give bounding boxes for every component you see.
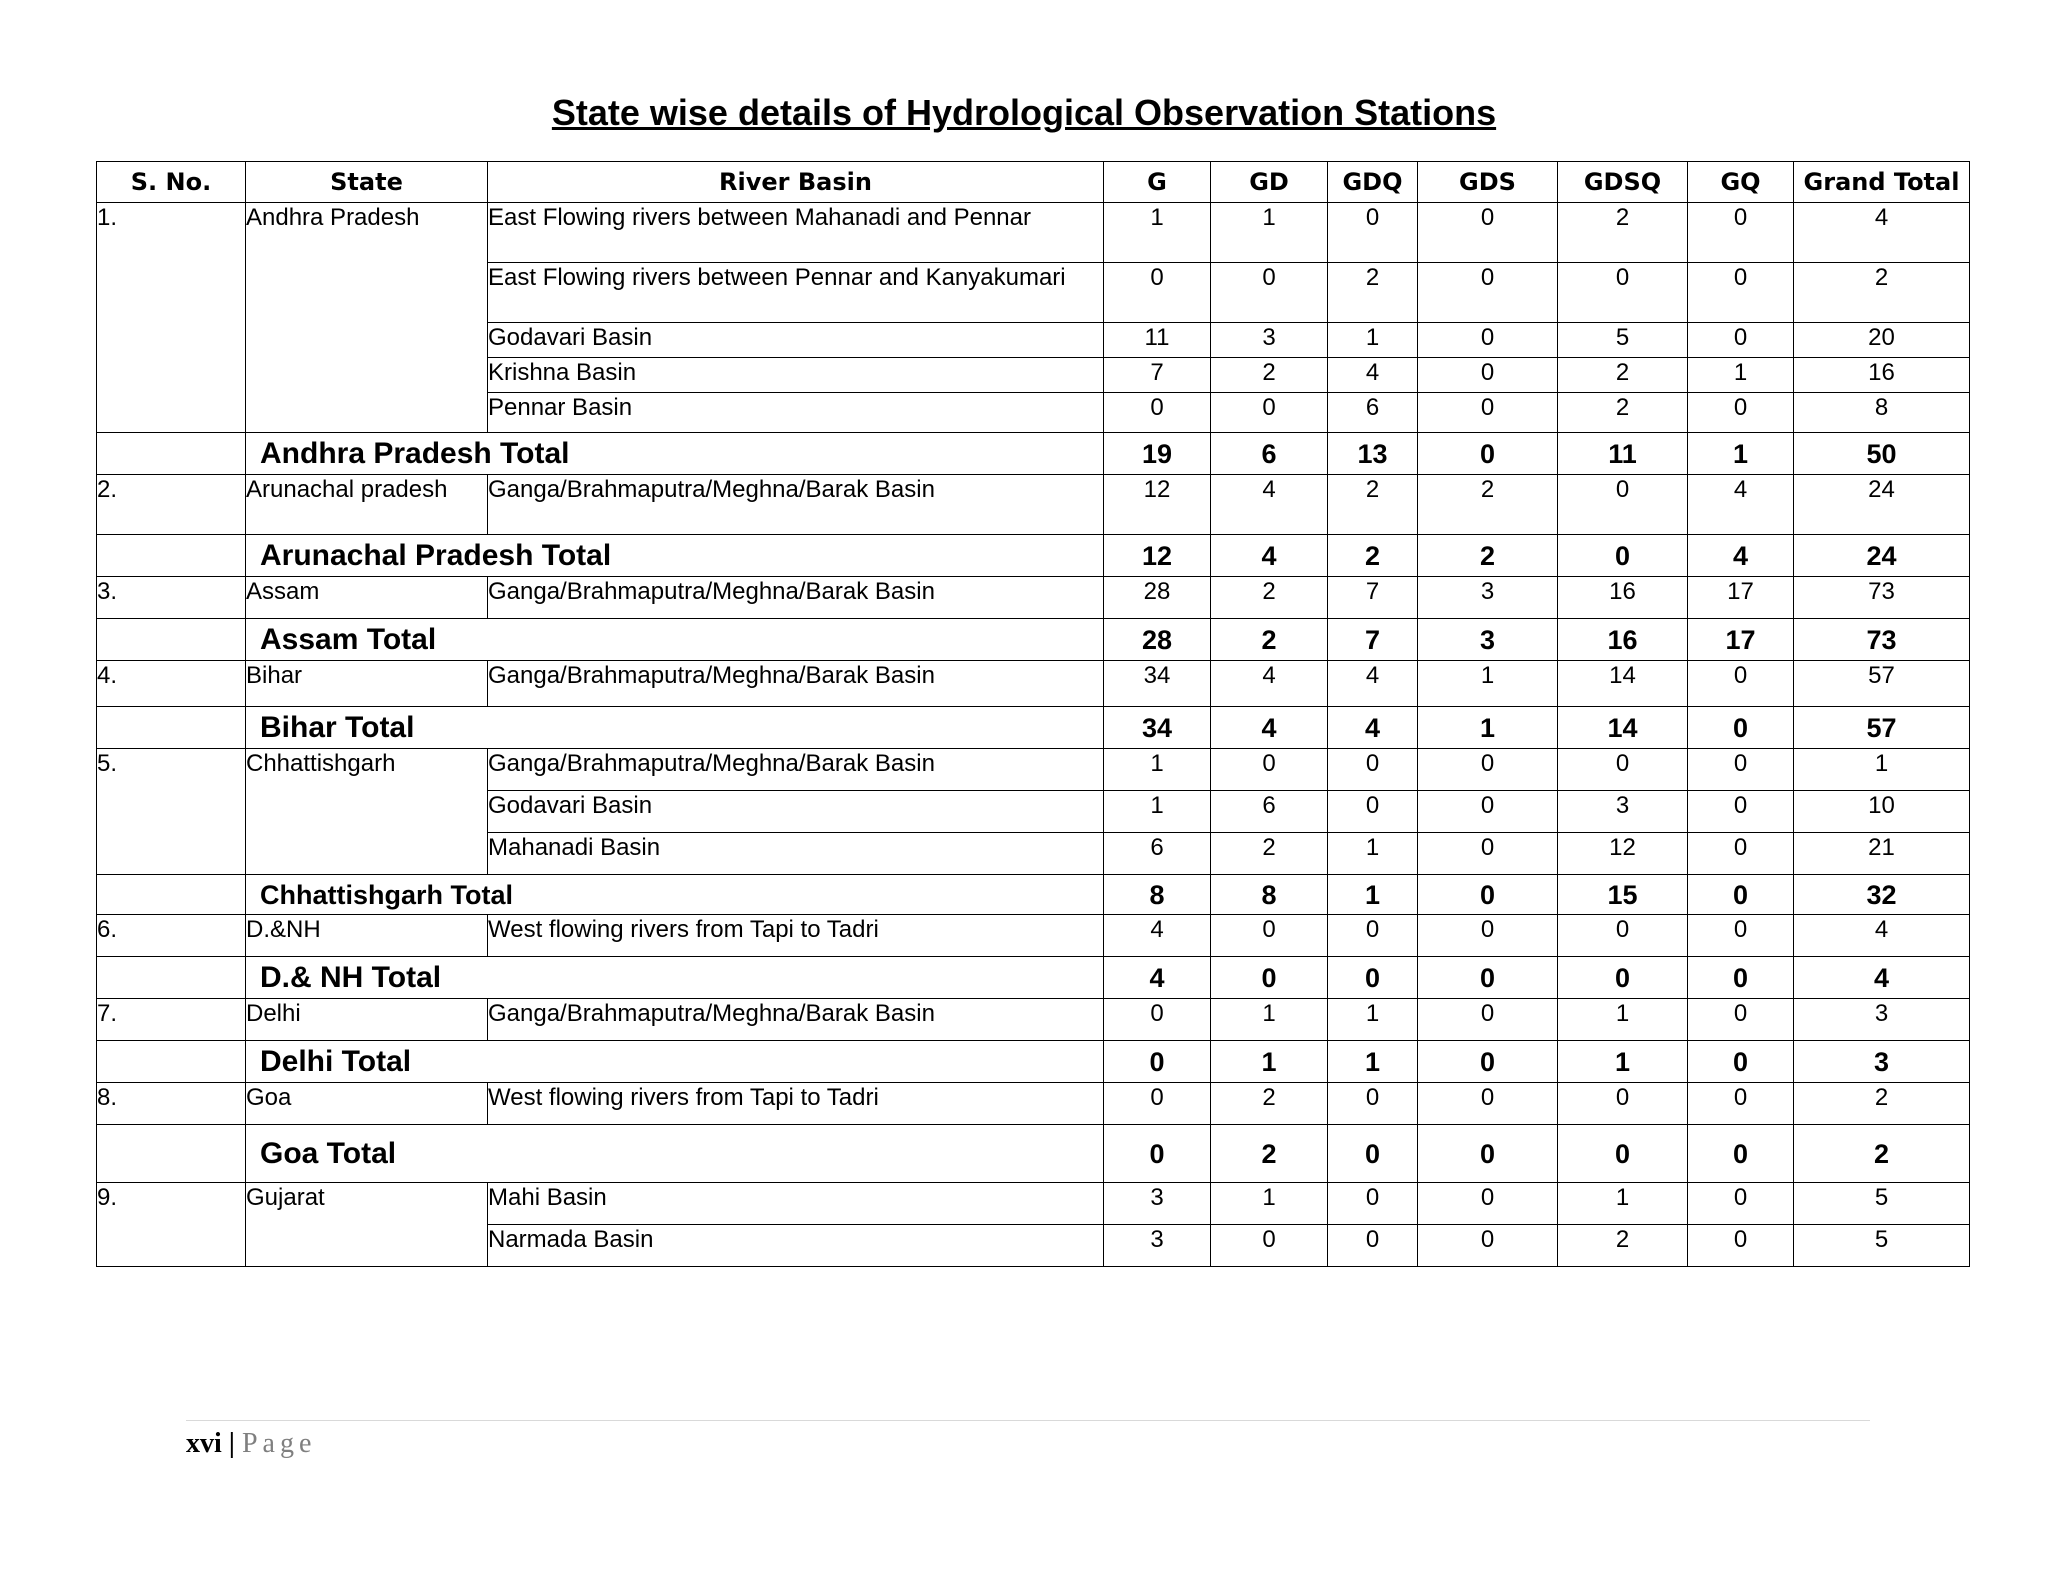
value-cell: 0 [1328, 791, 1418, 833]
value-cell: 16 [1794, 358, 1970, 393]
value-cell: 0 [1418, 749, 1558, 791]
table-row [97, 203, 1970, 263]
value-cell: 0 [1418, 999, 1558, 1041]
total-value-cell: 0 [1328, 1125, 1418, 1183]
page-number: xvi [186, 1428, 222, 1459]
value-cell: 17 [1688, 577, 1794, 619]
value-cell: 0 [1558, 263, 1688, 323]
serial-number-cell: 6. [97, 915, 246, 957]
value-cell: 16 [1558, 577, 1688, 619]
total-value-cell: 0 [1688, 707, 1794, 749]
column-header: GD [1211, 162, 1328, 203]
total-value-cell: 0 [1688, 957, 1794, 999]
value-cell: 21 [1794, 833, 1970, 875]
value-cell: 1 [1104, 791, 1211, 833]
value-cell: 7 [1104, 358, 1211, 393]
total-value-cell: 2 [1794, 1125, 1970, 1183]
column-header: GDS [1418, 162, 1558, 203]
total-value-cell: 2 [1211, 1125, 1328, 1183]
value-cell: 0 [1418, 791, 1558, 833]
value-cell: 1 [1558, 1183, 1688, 1225]
value-cell: 0 [1418, 358, 1558, 393]
value-cell: 0 [1104, 999, 1211, 1041]
total-value-cell: 1 [1418, 707, 1558, 749]
total-value-cell: 0 [1328, 957, 1418, 999]
state-total-row [97, 707, 1970, 749]
serial-number-cell: 3. [97, 577, 246, 619]
value-cell: 1 [1558, 999, 1688, 1041]
page-label: Page [241, 1428, 317, 1459]
state-total-label: Arunachal Pradesh Total [246, 535, 1104, 577]
river-basin-cell: Krishna Basin [488, 358, 1104, 393]
table-row [97, 915, 1970, 957]
total-value-cell: 1 [1328, 1041, 1418, 1083]
total-value-cell: 0 [1418, 1041, 1558, 1083]
page-footer [186, 1428, 316, 1460]
value-cell: 0 [1688, 915, 1794, 957]
value-cell: 3 [1104, 1183, 1211, 1225]
value-cell: 0 [1688, 1225, 1794, 1267]
total-value-cell: 4 [1104, 957, 1211, 999]
river-basin-cell: East Flowing rivers between Mahanadi and Pennar [488, 203, 1104, 263]
value-cell: 3 [1418, 577, 1558, 619]
value-cell: 7 [1328, 577, 1418, 619]
river-basin-cell: Ganga/Brahmaputra/Meghna/Barak Basin [488, 999, 1104, 1041]
value-cell: 0 [1558, 1083, 1688, 1125]
value-cell: 0 [1418, 1225, 1558, 1267]
total-value-cell: 0 [1418, 1125, 1558, 1183]
value-cell: 0 [1688, 833, 1794, 875]
river-basin-cell: Ganga/Brahmaputra/Meghna/Barak Basin [488, 475, 1104, 535]
column-header: GQ [1688, 162, 1794, 203]
page-title: State wise details of Hydrological Observation Stations [551, 92, 1497, 133]
value-cell: 0 [1211, 749, 1328, 791]
total-value-cell: 0 [1418, 957, 1558, 999]
total-value-cell: 0 [1418, 433, 1558, 475]
state-cell: Chhattishgarh [246, 749, 488, 875]
footer-divider [186, 1420, 1870, 1421]
serial-number-cell: 8. [97, 1083, 246, 1125]
value-cell: 1 [1688, 358, 1794, 393]
value-cell: 2 [1794, 263, 1970, 323]
total-value-cell: 1 [1688, 433, 1794, 475]
state-cell: Arunachal pradesh [246, 475, 488, 535]
value-cell: 0 [1418, 203, 1558, 263]
state-total-row [97, 1041, 1970, 1083]
value-cell: 0 [1211, 1225, 1328, 1267]
serial-number-cell: 7. [97, 999, 246, 1041]
total-value-cell: 2 [1328, 535, 1418, 577]
value-cell: 0 [1688, 1083, 1794, 1125]
value-cell: 11 [1104, 323, 1211, 358]
total-value-cell: 4 [1688, 535, 1794, 577]
value-cell: 0 [1688, 263, 1794, 323]
value-cell: 2 [1328, 475, 1418, 535]
total-value-cell: 57 [1794, 707, 1970, 749]
value-cell: 0 [1418, 1183, 1558, 1225]
table-header-row [97, 162, 1970, 203]
total-value-cell: 73 [1794, 619, 1970, 661]
column-header: River Basin [488, 162, 1104, 203]
serial-number-cell: 4. [97, 661, 246, 707]
total-value-cell: 0 [1558, 1125, 1688, 1183]
total-empty-cell [97, 707, 246, 749]
value-cell: 0 [1328, 1083, 1418, 1125]
value-cell: 1 [1328, 323, 1418, 358]
value-cell: 0 [1558, 915, 1688, 957]
value-cell: 1 [1418, 661, 1558, 707]
value-cell: 4 [1688, 475, 1794, 535]
value-cell: 0 [1328, 915, 1418, 957]
state-cell: Gujarat [246, 1183, 488, 1267]
state-cell: Bihar [246, 661, 488, 707]
value-cell: 0 [1558, 475, 1688, 535]
river-basin-cell: West flowing rivers from Tapi to Tadri [488, 1083, 1104, 1125]
table-row [97, 749, 1970, 791]
value-cell: 20 [1794, 323, 1970, 358]
total-value-cell: 0 [1558, 535, 1688, 577]
state-total-label: Goa Total [246, 1125, 1104, 1183]
value-cell: 2 [1794, 1083, 1970, 1125]
serial-number-cell: 2. [97, 475, 246, 535]
value-cell: 0 [1688, 1183, 1794, 1225]
table-row [97, 475, 1970, 535]
value-cell: 6 [1104, 833, 1211, 875]
total-value-cell: 13 [1328, 433, 1418, 475]
river-basin-cell: Ganga/Brahmaputra/Meghna/Barak Basin [488, 749, 1104, 791]
total-value-cell: 4 [1328, 707, 1418, 749]
total-value-cell: 0 [1688, 1041, 1794, 1083]
value-cell: 2 [1418, 475, 1558, 535]
total-value-cell: 11 [1558, 433, 1688, 475]
total-value-cell: 16 [1558, 619, 1688, 661]
value-cell: 0 [1328, 749, 1418, 791]
total-value-cell: 3 [1794, 1041, 1970, 1083]
total-value-cell: 50 [1794, 433, 1970, 475]
table-row [97, 999, 1970, 1041]
river-basin-cell: Ganga/Brahmaputra/Meghna/Barak Basin [488, 661, 1104, 707]
column-header: GDSQ [1558, 162, 1688, 203]
state-total-row [97, 957, 1970, 999]
value-cell: 0 [1328, 1225, 1418, 1267]
state-total-row [97, 875, 1970, 915]
serial-number-cell: 5. [97, 749, 246, 875]
value-cell: 2 [1558, 1225, 1688, 1267]
value-cell: 2 [1558, 203, 1688, 263]
value-cell: 2 [1211, 577, 1328, 619]
value-cell: 4 [1211, 661, 1328, 707]
value-cell: 1 [1328, 833, 1418, 875]
value-cell: 1 [1328, 999, 1418, 1041]
total-value-cell: 1 [1211, 1041, 1328, 1083]
state-cell: Assam [246, 577, 488, 619]
state-total-label: D.& NH Total [246, 957, 1104, 999]
column-header: GDQ [1328, 162, 1418, 203]
value-cell: 1 [1211, 999, 1328, 1041]
state-total-row [97, 619, 1970, 661]
column-header: G [1104, 162, 1211, 203]
table-row [97, 661, 1970, 707]
value-cell: 57 [1794, 661, 1970, 707]
table-row [97, 1183, 1970, 1225]
total-value-cell: 2 [1418, 535, 1558, 577]
value-cell: 0 [1418, 393, 1558, 433]
value-cell: 6 [1211, 791, 1328, 833]
total-empty-cell [97, 535, 246, 577]
value-cell: 5 [1558, 323, 1688, 358]
river-basin-cell: Godavari Basin [488, 791, 1104, 833]
value-cell: 28 [1104, 577, 1211, 619]
value-cell: 4 [1211, 475, 1328, 535]
value-cell: 4 [1328, 661, 1418, 707]
value-cell: 0 [1418, 833, 1558, 875]
state-total-label: Chhattishgarh Total [246, 875, 1104, 915]
value-cell: 0 [1211, 263, 1328, 323]
total-value-cell: 4 [1211, 707, 1328, 749]
total-empty-cell [97, 1125, 246, 1183]
state-total-label: Delhi Total [246, 1041, 1104, 1083]
state-total-label: Andhra Pradesh Total [246, 433, 1104, 475]
total-value-cell: 34 [1104, 707, 1211, 749]
value-cell: 2 [1328, 263, 1418, 323]
column-header: S. No. [97, 162, 246, 203]
value-cell: 0 [1104, 393, 1211, 433]
river-basin-cell: Mahi Basin [488, 1183, 1104, 1225]
value-cell: 0 [1418, 915, 1558, 957]
total-value-cell: 1 [1558, 1041, 1688, 1083]
value-cell: 0 [1104, 1083, 1211, 1125]
state-cell: Goa [246, 1083, 488, 1125]
serial-number-cell: 1. [97, 203, 246, 433]
column-header: Grand Total [1794, 162, 1970, 203]
state-total-row [97, 1125, 1970, 1183]
value-cell: 1 [1794, 749, 1970, 791]
total-value-cell: 8 [1104, 875, 1211, 915]
river-basin-cell: Narmada Basin [488, 1225, 1104, 1267]
total-value-cell: 6 [1211, 433, 1328, 475]
table-body [97, 203, 1970, 1267]
serial-number-cell: 9. [97, 1183, 246, 1267]
total-empty-cell [97, 957, 246, 999]
value-cell: 34 [1104, 661, 1211, 707]
value-cell: 0 [1688, 999, 1794, 1041]
value-cell: 2 [1558, 358, 1688, 393]
river-basin-cell: Ganga/Brahmaputra/Meghna/Barak Basin [488, 577, 1104, 619]
total-value-cell: 15 [1558, 875, 1688, 915]
value-cell: 4 [1794, 203, 1970, 263]
state-total-row [97, 433, 1970, 475]
value-cell: 73 [1794, 577, 1970, 619]
state-total-row [97, 535, 1970, 577]
value-cell: 0 [1328, 203, 1418, 263]
total-value-cell: 28 [1104, 619, 1211, 661]
river-basin-cell: Pennar Basin [488, 393, 1104, 433]
total-value-cell: 24 [1794, 535, 1970, 577]
total-value-cell: 0 [1688, 1125, 1794, 1183]
total-value-cell: 2 [1211, 619, 1328, 661]
total-value-cell: 0 [1418, 875, 1558, 915]
total-value-cell: 17 [1688, 619, 1794, 661]
total-value-cell: 4 [1794, 957, 1970, 999]
value-cell: 0 [1104, 263, 1211, 323]
value-cell: 4 [1328, 358, 1418, 393]
table-row [97, 1083, 1970, 1125]
total-value-cell: 0 [1211, 957, 1328, 999]
value-cell: 10 [1794, 791, 1970, 833]
value-cell: 0 [1688, 203, 1794, 263]
value-cell: 5 [1794, 1225, 1970, 1267]
value-cell: 14 [1558, 661, 1688, 707]
state-total-label: Assam Total [246, 619, 1104, 661]
value-cell: 0 [1328, 1183, 1418, 1225]
state-total-label: Bihar Total [246, 707, 1104, 749]
value-cell: 0 [1211, 393, 1328, 433]
value-cell: 0 [1688, 661, 1794, 707]
value-cell: 0 [1211, 915, 1328, 957]
total-empty-cell [97, 619, 246, 661]
total-empty-cell [97, 875, 246, 915]
state-cell: Delhi [246, 999, 488, 1041]
river-basin-cell: Godavari Basin [488, 323, 1104, 358]
value-cell: 0 [1688, 749, 1794, 791]
total-value-cell: 0 [1104, 1041, 1211, 1083]
value-cell: 6 [1328, 393, 1418, 433]
total-value-cell: 3 [1418, 619, 1558, 661]
value-cell: 4 [1104, 915, 1211, 957]
table-row [97, 577, 1970, 619]
total-value-cell: 7 [1328, 619, 1418, 661]
total-empty-cell [97, 433, 246, 475]
total-value-cell: 1 [1328, 875, 1418, 915]
value-cell: 0 [1558, 749, 1688, 791]
total-value-cell: 14 [1558, 707, 1688, 749]
value-cell: 1 [1104, 749, 1211, 791]
total-value-cell: 8 [1211, 875, 1328, 915]
value-cell: 2 [1211, 833, 1328, 875]
state-cell: Andhra Pradesh [246, 203, 488, 433]
value-cell: 0 [1418, 263, 1558, 323]
value-cell: 0 [1688, 323, 1794, 358]
river-basin-cell: Mahanadi Basin [488, 833, 1104, 875]
value-cell: 3 [1794, 999, 1970, 1041]
value-cell: 5 [1794, 1183, 1970, 1225]
total-value-cell: 19 [1104, 433, 1211, 475]
stations-table [96, 161, 1970, 1267]
value-cell: 3 [1211, 323, 1328, 358]
value-cell: 8 [1794, 393, 1970, 433]
value-cell: 4 [1794, 915, 1970, 957]
value-cell: 1 [1104, 203, 1211, 263]
value-cell: 0 [1418, 1083, 1558, 1125]
total-value-cell: 0 [1558, 957, 1688, 999]
total-empty-cell [97, 1041, 246, 1083]
value-cell: 0 [1418, 323, 1558, 358]
river-basin-cell: West flowing rivers from Tapi to Tadri [488, 915, 1104, 957]
total-value-cell: 12 [1104, 535, 1211, 577]
value-cell: 0 [1688, 791, 1794, 833]
value-cell: 12 [1558, 833, 1688, 875]
value-cell: 1 [1211, 1183, 1328, 1225]
total-value-cell: 32 [1794, 875, 1970, 915]
river-basin-cell: East Flowing rivers between Pennar and Kanyakumari [488, 263, 1104, 323]
value-cell: 24 [1794, 475, 1970, 535]
value-cell: 3 [1104, 1225, 1211, 1267]
total-value-cell: 0 [1104, 1125, 1211, 1183]
value-cell: 3 [1558, 791, 1688, 833]
column-header: State [246, 162, 488, 203]
value-cell: 1 [1211, 203, 1328, 263]
value-cell: 2 [1211, 1083, 1328, 1125]
value-cell: 0 [1688, 393, 1794, 433]
state-cell: D.&NH [246, 915, 488, 957]
footer-separator: | [228, 1428, 235, 1459]
total-value-cell: 0 [1688, 875, 1794, 915]
value-cell: 2 [1558, 393, 1688, 433]
value-cell: 2 [1211, 358, 1328, 393]
total-value-cell: 4 [1211, 535, 1328, 577]
value-cell: 12 [1104, 475, 1211, 535]
